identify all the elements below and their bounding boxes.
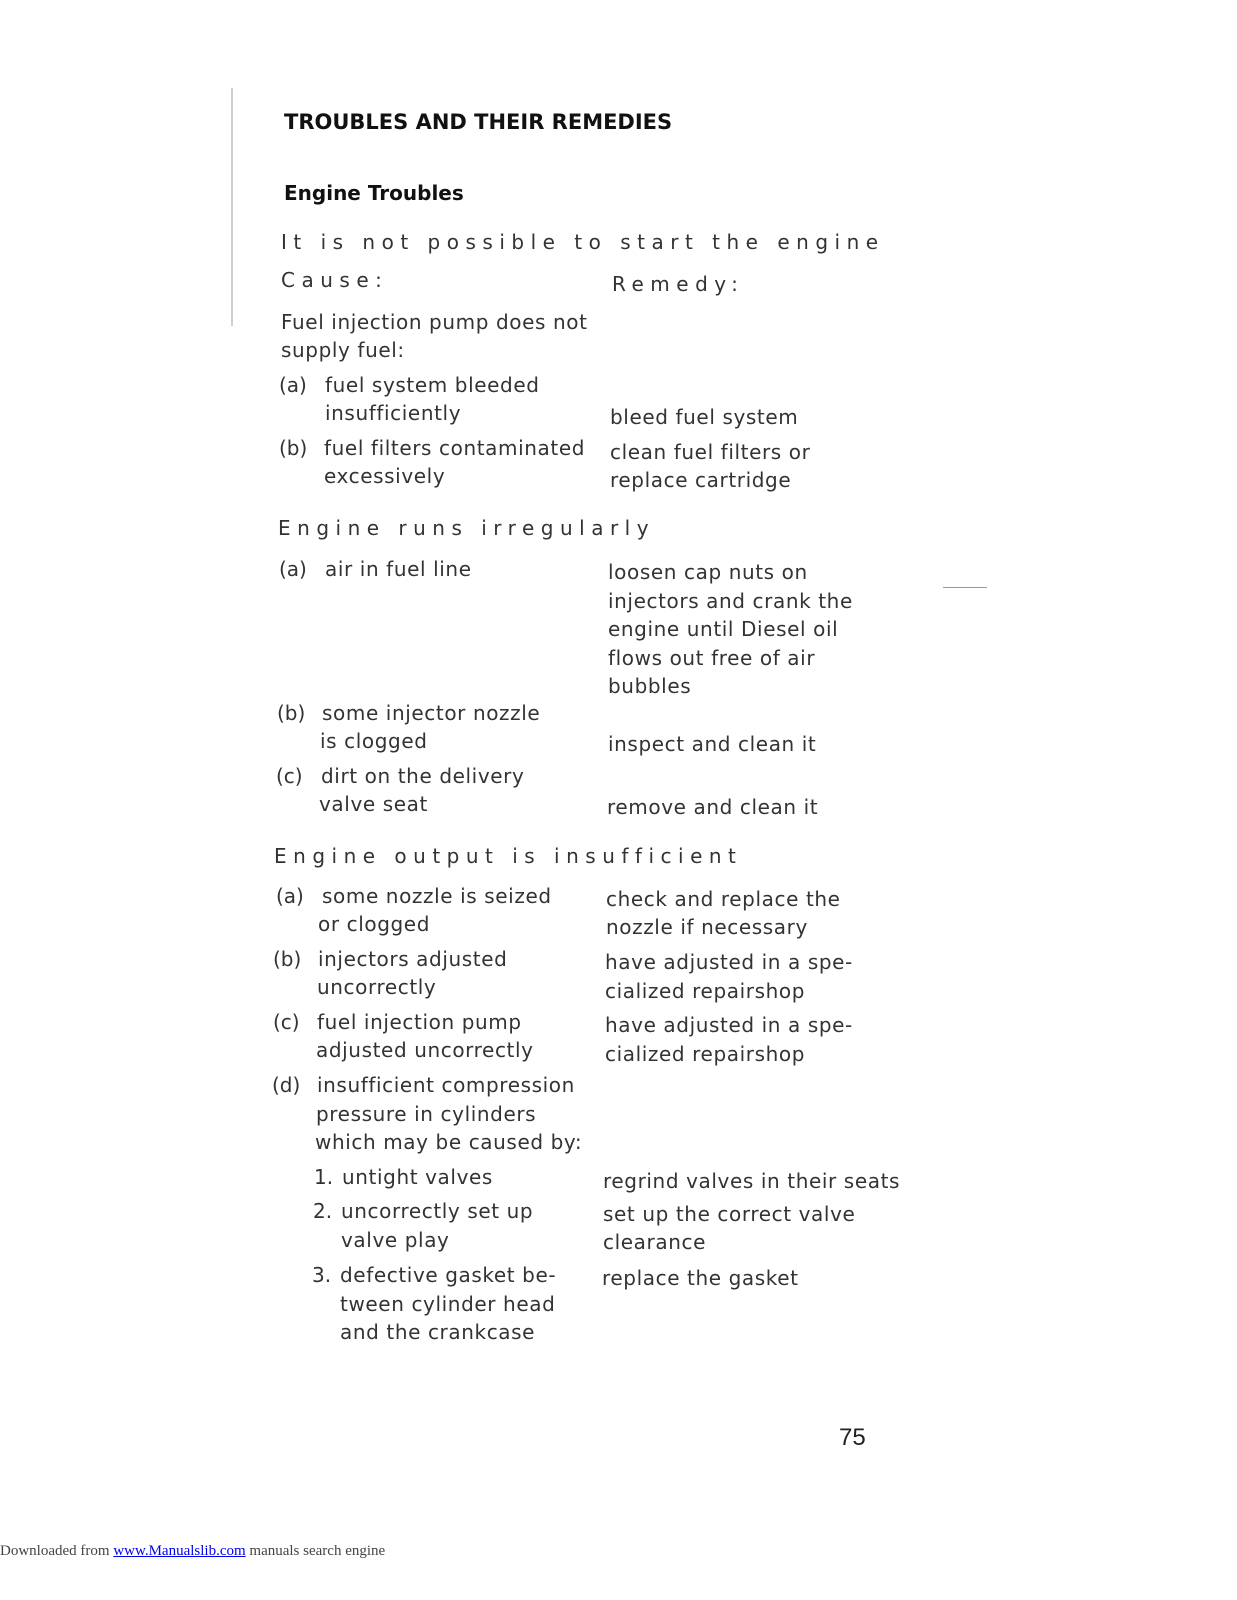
section-heading-output: Engine output is insufficient [274, 844, 743, 868]
margin-tick-mark [943, 587, 987, 588]
remedy-line: nozzle if necessary [606, 915, 808, 939]
cause-header: Cause: [281, 268, 389, 292]
remedy-line: have adjusted in a spe- [605, 1013, 853, 1037]
cause-line: uncorrectly [317, 975, 437, 999]
remedy-line: clean fuel filters or [610, 440, 811, 464]
item-label: (b) [273, 947, 302, 971]
item-label: (a) [279, 557, 307, 581]
remedy-line: flows out free of air [608, 646, 816, 670]
cause-line: fuel filters contaminated [324, 436, 586, 460]
cause-line: and the crankcase [340, 1320, 536, 1344]
item-label: (b) [279, 436, 308, 460]
remedy-line: bubbles [608, 674, 692, 698]
remedy-line: replace cartridge [610, 468, 792, 492]
cause-line: pressure in cylinders [316, 1102, 537, 1126]
remedy-line: engine until Diesel oil [608, 617, 839, 641]
footer-download-note [0, 1543, 385, 1560]
section-subtitle: Engine Troubles [284, 181, 464, 205]
remedy-line: cialized repairshop [605, 1042, 806, 1066]
subitem-label: 1. [314, 1165, 334, 1189]
remedy-line: replace the gasket [602, 1266, 799, 1290]
cause-line: is clogged [320, 729, 428, 753]
cause-line: valve seat [319, 792, 428, 816]
page-margin-line [231, 88, 233, 326]
cause-line: untight valves [342, 1165, 493, 1189]
cause-line: dirt on the delivery [321, 764, 525, 788]
cause-line: or clogged [318, 912, 430, 936]
item-label: (c) [273, 1010, 300, 1034]
item-label: (b) [277, 701, 306, 725]
cause-line: adjusted uncorrectly [316, 1038, 534, 1062]
page-title: TROUBLES AND THEIR REMEDIES [284, 110, 673, 134]
cause-line: defective gasket be- [340, 1263, 557, 1287]
cause-line: injectors adjusted [318, 947, 508, 971]
remedy-line: bleed fuel system [610, 405, 799, 429]
remedy-header: Remedy: [612, 272, 745, 296]
cause-line: uncorrectly set up [341, 1199, 534, 1223]
subitem-label: 3. [312, 1263, 332, 1287]
remedy-line: inspect and clean it [608, 732, 817, 756]
footer-suffix: manuals search engine [245, 1543, 386, 1559]
item-label: (a) [276, 884, 304, 908]
cause-line: insufficiently [325, 401, 462, 425]
remedy-line: clearance [603, 1230, 706, 1254]
item-label: (c) [276, 764, 303, 788]
cause-line: fuel injection pump [317, 1010, 522, 1034]
remedy-line: have adjusted in a spe- [605, 950, 853, 974]
page-number: 75 [839, 1424, 866, 1451]
intro-line: Fuel injection pump does not [281, 310, 588, 334]
cause-line: fuel system bleeded [325, 373, 540, 397]
item-label: (a) [279, 373, 307, 397]
manualslib-link[interactable]: www.Manualslib.com [113, 1543, 246, 1559]
cause-line: some injector nozzle [322, 701, 541, 725]
remedy-line: regrind valves in their seats [603, 1169, 901, 1193]
cause-line: which may be caused by: [315, 1130, 583, 1154]
remedy-line: loosen cap nuts on [608, 560, 808, 584]
item-label: (d) [272, 1073, 301, 1097]
cause-line: valve play [341, 1228, 450, 1252]
remedy-line: check and replace the [606, 887, 841, 911]
remedy-line: set up the correct valve [603, 1202, 856, 1226]
remedy-line: remove and clean it [607, 795, 819, 819]
cause-line: insufficient compression [317, 1073, 575, 1097]
section-heading-start: It is not possible to start the engine [281, 230, 885, 254]
footer-prefix: Downloaded from [0, 1543, 114, 1559]
cause-line: some nozzle is seized [322, 884, 552, 908]
cause-line: tween cylinder head [340, 1292, 556, 1316]
cause-line: air in fuel line [325, 557, 472, 581]
intro-line: supply fuel: [281, 338, 405, 362]
section-heading-irregular: Engine runs irregularly [278, 516, 656, 540]
remedy-line: cialized repairshop [605, 979, 806, 1003]
remedy-line: injectors and crank the [608, 589, 853, 613]
cause-line: excessively [324, 464, 446, 488]
subitem-label: 2. [313, 1199, 333, 1223]
